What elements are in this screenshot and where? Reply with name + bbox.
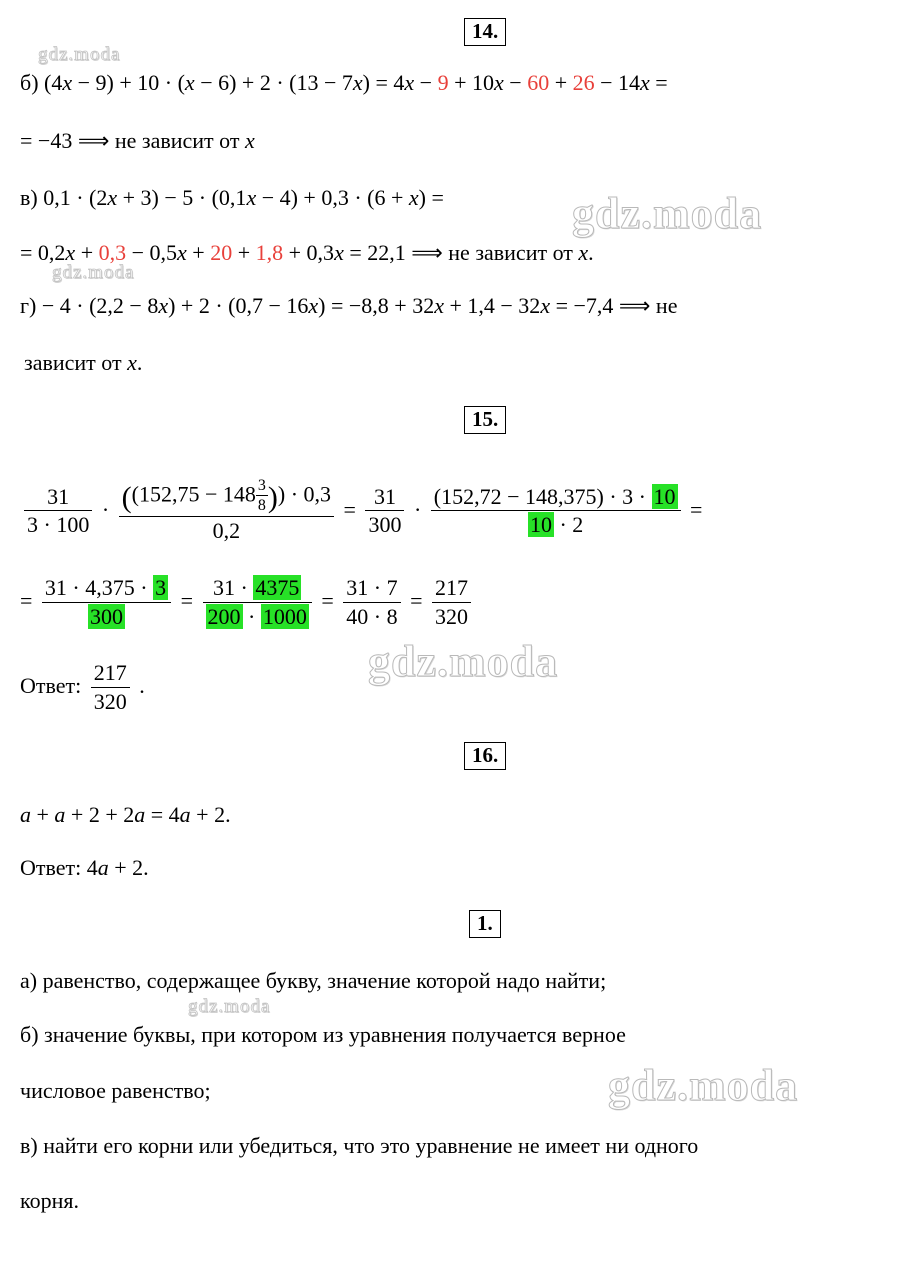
fraction	[119, 477, 334, 545]
text-fragment: = −43 ⟹ не зависит от	[20, 128, 245, 153]
answer-label: Ответ:	[20, 673, 82, 699]
task-number-1: 1.	[469, 910, 501, 938]
text-fragment: в) 0,1 · (2	[20, 185, 108, 210]
text-fragment: ) · 0,3	[277, 481, 332, 507]
fraction	[24, 483, 92, 539]
text-fragment: = 4	[145, 802, 180, 827]
highlighted-value: 1000	[262, 603, 307, 629]
fraction-numerator	[42, 574, 171, 603]
variable-x: x	[408, 185, 419, 210]
answer-label: Ответ: 4	[20, 855, 98, 880]
text-fragment: +	[31, 802, 55, 827]
solution-line: б) значение буквы, при котором из уравнения получается верное	[20, 1022, 626, 1047]
highlighted-value: 4375	[255, 575, 300, 600]
fraction	[365, 483, 404, 539]
variable-x: x	[494, 70, 504, 95]
text-fragment: + 2.	[108, 855, 149, 880]
text-fragment: + 0,3	[283, 240, 335, 265]
fraction-denominator	[203, 603, 312, 631]
text-fragment: +	[549, 70, 573, 95]
solution-line: числовое равенство;	[20, 1078, 211, 1103]
fraction-numerator: 217	[432, 574, 471, 603]
equals-sign: =	[20, 588, 33, 614]
text-fragment: ) =	[418, 185, 444, 210]
fraction-numerator: 31	[24, 483, 92, 512]
fraction-denominator: 320	[93, 688, 127, 714]
text-fragment: б) (4	[20, 70, 63, 95]
fraction-numerator: 31	[365, 483, 404, 512]
paren-close: )	[267, 480, 278, 514]
answer-line-15	[20, 660, 145, 716]
fraction	[431, 483, 681, 539]
equals-sign: =	[343, 496, 356, 522]
variable-x: x	[334, 240, 344, 265]
solution-line: а) равенство, содержащее букву, значение которой надо найти;	[20, 968, 607, 993]
fraction-numerator	[203, 574, 312, 603]
period: .	[139, 673, 145, 699]
solution-expression-row1	[20, 478, 702, 546]
text-fragment: г) − 4 · (2,2 − 8	[20, 293, 159, 318]
text-fragment: зависит от	[24, 350, 128, 375]
paren-open: (	[121, 480, 132, 514]
solution-line: корня.	[20, 1188, 79, 1213]
highlighted-value: 300	[90, 603, 123, 629]
text-fragment: + 3) − 5 · (0,1	[117, 185, 247, 210]
text-fragment: = 22,1 ⟹ не зависит от	[343, 240, 579, 265]
watermark: gdz.moda	[368, 637, 559, 686]
solution-expression-row2	[20, 575, 475, 631]
fraction-numerator: 3	[256, 476, 268, 496]
highlighted-number: 26	[572, 70, 595, 95]
text-fragment: − 0,5	[126, 240, 178, 265]
text-fragment: (152,75 − 148	[131, 481, 256, 507]
solution-line	[20, 240, 594, 266]
fraction	[42, 574, 171, 630]
solution-line	[20, 128, 255, 154]
equals-sign: =	[690, 496, 703, 522]
fraction-denominator: 3 · 100	[27, 512, 90, 538]
text-fragment: (152,72 − 148,375) · 3 ·	[433, 483, 652, 509]
fraction-denominator: 8	[257, 497, 266, 515]
variable-x: x	[404, 70, 415, 95]
text-fragment: = 0,2	[20, 240, 66, 265]
fraction-numerator: 31 · 7	[343, 574, 400, 603]
text-fragment: 31 · 4,375 ·	[44, 575, 154, 600]
solution-line	[20, 293, 677, 319]
variable-x: x	[184, 70, 195, 95]
operator-dot: ·	[101, 496, 110, 522]
fraction-denominator: 300	[368, 512, 402, 538]
highlighted-number: 0,3	[98, 240, 127, 265]
fraction-numerator	[119, 477, 334, 517]
variable-x: x	[244, 128, 255, 153]
text-fragment: +	[186, 240, 211, 265]
variable-x: x	[177, 240, 187, 265]
operator-dot: ·	[242, 603, 261, 629]
fraction-denominator	[431, 511, 681, 539]
text-fragment: +	[75, 240, 99, 265]
fraction	[91, 659, 130, 715]
solution-line	[20, 70, 668, 96]
answer-line-16	[20, 855, 149, 881]
text-fragment: = −7,4 ⟹ не	[550, 293, 678, 318]
variable-x: x	[107, 185, 118, 210]
equals-sign: =	[410, 588, 423, 614]
text-fragment: + 2 + 2	[65, 802, 135, 827]
highlighted-value: 3	[155, 575, 167, 600]
variable-x: x	[540, 293, 551, 318]
variable-x: x	[640, 70, 650, 95]
watermark: gdz.moda	[52, 262, 135, 283]
highlighted-value: 10	[653, 483, 676, 509]
text-fragment: ) = 4	[362, 70, 405, 95]
fraction-denominator: 40 · 8	[346, 603, 398, 629]
highlighted-value: 10	[529, 512, 552, 538]
text-fragment: − 14	[594, 70, 641, 95]
text-fragment: +	[232, 240, 256, 265]
highlighted-number: 60	[527, 70, 550, 95]
operator-dot: ·	[413, 496, 422, 522]
highlighted-value: 200	[207, 603, 241, 629]
solution-line	[20, 802, 231, 828]
variable-x: x	[578, 240, 589, 265]
fraction-numerator: 217	[91, 659, 130, 688]
variable-a: a	[20, 802, 31, 827]
watermark: gdz.moda	[572, 189, 763, 238]
task-number-15: 15.	[464, 406, 506, 434]
variable-a: a	[97, 855, 109, 880]
variable-a: a	[179, 802, 191, 827]
variable-x: x	[65, 240, 76, 265]
fraction-denominator	[42, 603, 171, 631]
text-fragment: −	[503, 70, 528, 95]
task-number-14: 14.	[464, 18, 506, 46]
text-fragment: .	[136, 350, 143, 375]
fraction	[432, 574, 471, 630]
variable-x: x	[434, 293, 444, 318]
fraction-denominator: 320	[435, 603, 468, 629]
text-fragment: ) = −8,8 + 32	[318, 293, 435, 318]
mixed-fraction	[256, 476, 268, 515]
text-fragment: − 4) + 0,3 · (6 +	[256, 185, 409, 210]
equals-sign: =	[321, 588, 334, 614]
text-fragment: 31 ·	[213, 575, 254, 600]
text-fragment: + 2.	[190, 802, 231, 827]
task-number-16: 16.	[464, 742, 506, 770]
solution-line: в) найти его корни или убедиться, что это уравнение не имеет ни одного	[20, 1133, 699, 1158]
watermark: gdz.moda	[188, 996, 271, 1017]
text-fragment: − 6) + 2 · (13 − 7	[194, 70, 353, 95]
text-fragment: ) + 2 · (0,7 − 16	[168, 293, 309, 318]
text-fragment: −	[414, 70, 438, 95]
text-fragment: · 2	[553, 512, 584, 538]
highlighted-number: 9	[437, 70, 449, 95]
highlighted-number: 1,8	[255, 240, 284, 265]
variable-x: x	[62, 70, 73, 95]
text-fragment: .	[588, 240, 594, 265]
watermark: gdz.moda	[38, 44, 121, 65]
fraction	[343, 574, 400, 630]
watermark: gdz.moda	[608, 1061, 799, 1110]
variable-x: x	[308, 293, 319, 318]
variable-x: x	[246, 185, 257, 210]
variable-a: a	[134, 802, 146, 827]
text-fragment: + 10	[448, 70, 494, 95]
solution-line	[24, 350, 142, 376]
text-fragment: − 9) + 10 · (	[72, 70, 185, 95]
text-fragment: =	[649, 70, 668, 95]
highlighted-number: 20	[210, 240, 233, 265]
fraction-denominator: 0,2	[212, 518, 241, 544]
solution-line	[20, 185, 444, 211]
variable-x: x	[127, 350, 137, 375]
fraction-numerator	[431, 483, 681, 512]
fraction	[203, 574, 312, 630]
text-fragment: + 1,4 − 32	[443, 293, 541, 318]
equals-sign: =	[180, 588, 193, 614]
variable-a: a	[54, 802, 66, 827]
variable-x: x	[352, 70, 363, 95]
variable-x: x	[158, 293, 169, 318]
